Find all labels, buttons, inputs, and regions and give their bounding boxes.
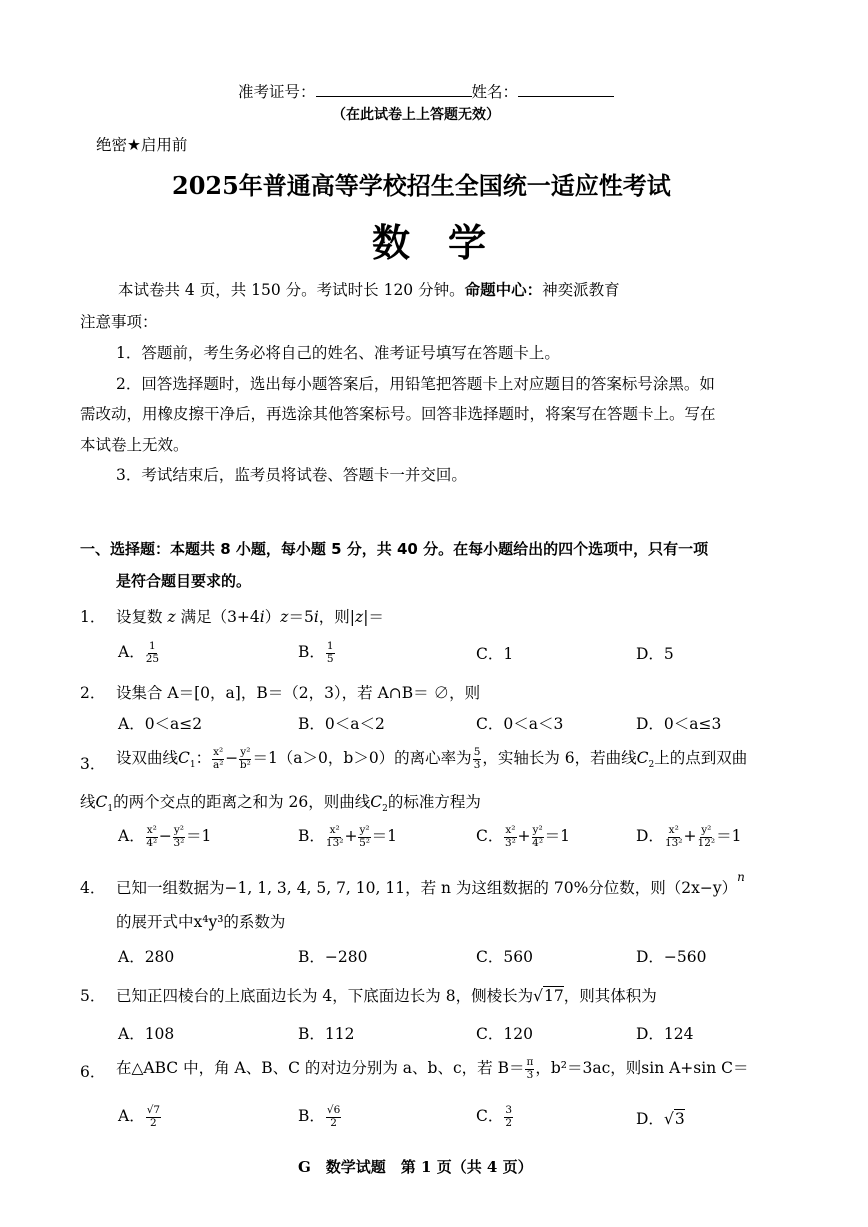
q4-stem-line2: 的展开式中x⁴y³的系数为: [116, 913, 286, 931]
q4-exponent: n: [737, 870, 745, 884]
q3-d-fx-den: 13²: [664, 836, 683, 849]
page-footer: G 数学试题 第 1 页（共 4 页）: [298, 1158, 533, 1176]
q4-option-c[interactable]: C．560: [476, 948, 533, 966]
q3-text-4: 上的点到双曲: [654, 749, 748, 767]
notice-item-2-line3: 本试卷上无效。: [80, 436, 189, 454]
q3-b-fx: [326, 825, 344, 848]
q6-text-2: ，b²＝3ac，则sin A+sin C＝: [535, 1059, 749, 1077]
intro-center-label: 命题中心：: [464, 281, 543, 299]
q1-var-z3: z: [355, 608, 364, 626]
q1-option-a-num: 1: [149, 640, 156, 653]
q3-d-fx: [665, 825, 683, 848]
q3-option-a[interactable]: [118, 824, 211, 849]
q2-option-c[interactable]: C．0＜a＜3: [476, 715, 564, 733]
q3-curve-c1: C: [178, 749, 190, 767]
id-field: [238, 80, 614, 102]
notice-heading: 注意事项：: [80, 313, 158, 331]
q6-c-label: C．: [476, 1107, 504, 1125]
q3-d-fx-num: x²: [668, 824, 679, 837]
section-heading-line2: 是符合题目要求的。: [116, 572, 252, 590]
q3-d-op: +: [683, 827, 697, 845]
q3-c-fx: [504, 825, 516, 848]
q4-text-1: 已知一组数据为−1, 1, 3, 4, 5, 7, 10, 11，若 n 为这组数据的 70%分位数，则（2x−y）: [116, 879, 738, 898]
q1-option-b-label: B．: [298, 643, 325, 661]
q3-a-fx: [146, 825, 158, 848]
q6-option-b[interactable]: [298, 1104, 342, 1129]
q3-text-7: 的标准方程为: [387, 793, 481, 811]
q1-var-z2: z: [280, 608, 289, 626]
q3-text-3: ，实轴长为 6，若曲线: [482, 749, 637, 767]
q1-option-b-frac: [326, 641, 335, 664]
q3-curve-c1-b-sub: 1: [107, 804, 114, 815]
q3-d-rhs: ＝1: [716, 827, 742, 845]
q3-curve-c2-b-sub: 2: [382, 804, 388, 815]
q6-stem: [116, 1056, 748, 1081]
q4-number: 4．: [80, 879, 106, 897]
q3-c-rhs: ＝1: [544, 827, 571, 845]
q1-text-d: ＝5: [288, 608, 314, 626]
q3-e-den: 3: [473, 758, 481, 771]
q1-stem: [116, 605, 384, 627]
q3-curve-c1-sub: 1: [189, 760, 196, 771]
q5-number: 5．: [80, 987, 106, 1005]
q1-text-a: 设复数: [116, 608, 163, 626]
q3-curve-c1-b: C: [95, 793, 108, 811]
q6-b-num: √6: [326, 1104, 341, 1117]
q3-b-fx-den: 13²: [325, 836, 344, 849]
q3-b-op: +: [344, 827, 358, 845]
q3-a-label: A．: [118, 827, 145, 845]
q1-var-i: i: [259, 608, 265, 626]
q5-option-d[interactable]: D．124: [636, 1025, 694, 1043]
q3-d-fy-den: 12²: [697, 836, 716, 849]
q2-option-a[interactable]: A．0＜a≤2: [118, 715, 203, 733]
subject-title: 数 学: [372, 221, 487, 265]
notice-item-2-line2: 需改动，用橡皮擦干净后，再选涂其他答案标号。回答非选择题时，将案写在答题卡上。写在: [80, 405, 716, 423]
q1-text-b: 满足（3+4: [180, 608, 260, 626]
q3-curve-c2: C: [636, 749, 649, 767]
q1-option-b-den: 5: [326, 652, 334, 665]
q6-c-num: 3: [505, 1104, 513, 1117]
q3-text-1: 设双曲线: [116, 749, 179, 767]
exam-title: 2025年普通高等学校招生全国统一适应性考试: [172, 171, 671, 200]
q6-a-den: 2: [150, 1116, 157, 1129]
q3-option-d[interactable]: [636, 824, 741, 849]
q3-d-fy: [698, 825, 716, 848]
q3-frac-y-den: b²: [239, 758, 251, 771]
q1-option-b[interactable]: [298, 640, 336, 665]
q6-b-frac: [326, 1105, 341, 1128]
q3-curve-c2-sub: 2: [648, 760, 655, 771]
q1-option-a-frac: [146, 641, 159, 664]
q3-a-rhs: ＝1: [186, 827, 212, 845]
q3-c-fx-num: x²: [505, 824, 516, 837]
name-label: 姓名：: [471, 83, 519, 101]
q2-number: 2．: [80, 684, 106, 702]
q3-text-6: 的两个交点的距离之和为 26，则曲线: [113, 793, 371, 811]
q1-option-a[interactable]: [118, 640, 160, 665]
q2-option-d[interactable]: D．0＜a≤3: [636, 715, 722, 733]
q6-a-label: A．: [118, 1107, 145, 1125]
q5-text-2: ，则其体积为: [563, 987, 657, 1005]
q3-d-fy-num: y²: [701, 824, 712, 837]
intro-text: 本试卷共 4 页，共 150 分。考试时长 120 分钟。: [118, 281, 465, 299]
q6-b-den: 2: [330, 1116, 337, 1129]
q6-a-frac: [146, 1105, 161, 1128]
q3-text-2: ＝1（a＞0，b＞0）的离心率为: [252, 749, 472, 767]
q3-frac-y-num: y²: [240, 746, 251, 759]
q3-option-b[interactable]: [298, 824, 397, 849]
q3-stem-line1: 设双曲线$C_1$： $\frac{\text{x²}}{\text{a²}}$ − $\frac{\text{y²}}{\text{b²}}$ ＝1（a＞0，b＞0）的离心率为 $\frac{5}{3}$ ，实轴长为 6，若曲线$C_2$上的点到双曲: [116, 746, 748, 771]
q1-option-a-den: 25: [145, 652, 160, 665]
q3-eccentricity: [473, 747, 482, 770]
q6-d-label: D．: [636, 1110, 664, 1128]
q6-number: 6．: [80, 1063, 106, 1081]
notice-item-2-line1: 2．回答选择题时，选出每小题答案后，用铅笔把答题卡上对应题目的答案标号涂黑。如: [116, 375, 715, 393]
q1-option-c[interactable]: C．1: [476, 645, 514, 663]
q3-c-label: C．: [476, 827, 504, 845]
q3-number: 3．: [80, 755, 106, 773]
q3-frac-x-den: a²: [212, 758, 224, 771]
q3-a-fy: [173, 825, 185, 848]
q3-frac-x: [212, 747, 224, 770]
intro-line: [118, 278, 620, 300]
section-heading-line1: 一、选择题：本题共 8 小题，每小题 5 分，共 40 分。在每小题给出的四个选项中，只有一项: [80, 540, 709, 558]
q5-option-c[interactable]: C．120: [476, 1025, 533, 1043]
q3-a-fx-den: 4²: [146, 836, 158, 849]
q3-curve-c2-b: C: [370, 793, 383, 811]
q3-c-fx-den: 3²: [505, 836, 516, 849]
q4-option-a[interactable]: A．280: [118, 948, 175, 966]
q3-a-op: −: [158, 827, 172, 845]
q6-option-a[interactable]: [118, 1104, 162, 1129]
q3-c-fy: [532, 825, 544, 848]
q1-option-a-label: A．: [118, 643, 145, 661]
q3-b-fy: [358, 825, 370, 848]
q6-c-frac: [504, 1105, 513, 1128]
id-label: 准考证号：: [238, 83, 316, 101]
q4-option-b[interactable]: B．−280: [298, 948, 368, 966]
q3-b-fy-num: y²: [359, 824, 370, 837]
q3-b-label: B．: [298, 827, 325, 845]
q6-option-d[interactable]: D．√3: [636, 1110, 685, 1128]
q2-option-b[interactable]: B．0＜a＜2: [298, 715, 385, 733]
q6-angle-num: π: [526, 1056, 534, 1069]
q6-text-1: 在△ABC 中，角 A、B、C 的对边分别为 a、b、c，若 B＝: [116, 1059, 525, 1077]
q1-option-d[interactable]: D．5: [636, 645, 674, 663]
q3-a-fy-den: 3²: [173, 836, 185, 849]
q3-b-rhs: ＝1: [371, 827, 397, 845]
q3-c-fy-num: y²: [532, 824, 543, 837]
q3-d-label: D．: [636, 827, 664, 845]
q3-option-c[interactable]: [476, 824, 570, 849]
q5-stem: 已知正四棱台的上底面边长为 4，下底面边长为 8，侧棱长为√17，则其体积为: [116, 987, 657, 1005]
id-blank[interactable]: [316, 82, 472, 97]
q3-frac-y: [239, 747, 251, 770]
q3-c-fy-den: 4²: [532, 836, 544, 849]
q6-angle-den: 3: [526, 1068, 534, 1081]
intro-center: 神奕派教育: [542, 281, 620, 299]
q6-a-num: √7: [146, 1104, 161, 1117]
q3-frac-x-num: x²: [213, 746, 224, 759]
secret-mark: 绝密★启用前: [96, 136, 188, 154]
q1-var-z: z: [167, 608, 176, 626]
name-blank[interactable]: [518, 82, 614, 97]
q6-angle-frac: [525, 1057, 534, 1080]
header-note: （在此试卷上上答题无效）: [332, 107, 500, 123]
q6-d-sqrt: 3: [674, 1110, 685, 1128]
q3-b-fx-num: x²: [329, 824, 340, 837]
q1-text-e: ，则|: [318, 608, 356, 626]
q1-text-c: ）: [264, 608, 281, 626]
q1-var-i2: i: [313, 608, 319, 626]
q6-b-label: B．: [298, 1107, 325, 1125]
q3-a-fy-num: y²: [173, 824, 184, 837]
q1-number: 1．: [80, 608, 106, 626]
q5-sqrt: 17: [543, 987, 564, 1005]
q3-a-fx-num: x²: [146, 824, 157, 837]
q1-option-b-num: 1: [326, 640, 334, 653]
q2-stem: 设集合 A＝[0，a]，B＝（2，3），若 A∩B＝ ∅，则: [116, 684, 481, 702]
q6-c-den: 2: [505, 1116, 513, 1129]
q3-e-num: 5: [473, 746, 481, 759]
q4-stem-line1: [116, 870, 745, 898]
q5-option-b[interactable]: B．112: [298, 1025, 355, 1043]
notice-item-3: 3．考试结束后，监考员将试卷、答题卡一并交回。: [116, 466, 467, 484]
q5-option-a[interactable]: A．108: [118, 1025, 175, 1043]
q5-text-1: 已知正四棱台的上底面边长为 4，下底面边长为 8，侧棱长为: [116, 987, 534, 1005]
notice-item-1: 1．答题前，考生务必将自己的姓名、准考证号填写在答题卡上。: [116, 344, 560, 362]
q3-b-fy-den: 5²: [359, 836, 370, 849]
q3-c-op: +: [517, 827, 531, 845]
q6-option-c[interactable]: [476, 1104, 514, 1129]
q1-text-f: |＝: [363, 608, 384, 626]
q3-text-5: 线: [80, 793, 96, 811]
q3-stem-line2: [80, 790, 481, 814]
q4-option-d[interactable]: D．−560: [636, 948, 707, 966]
